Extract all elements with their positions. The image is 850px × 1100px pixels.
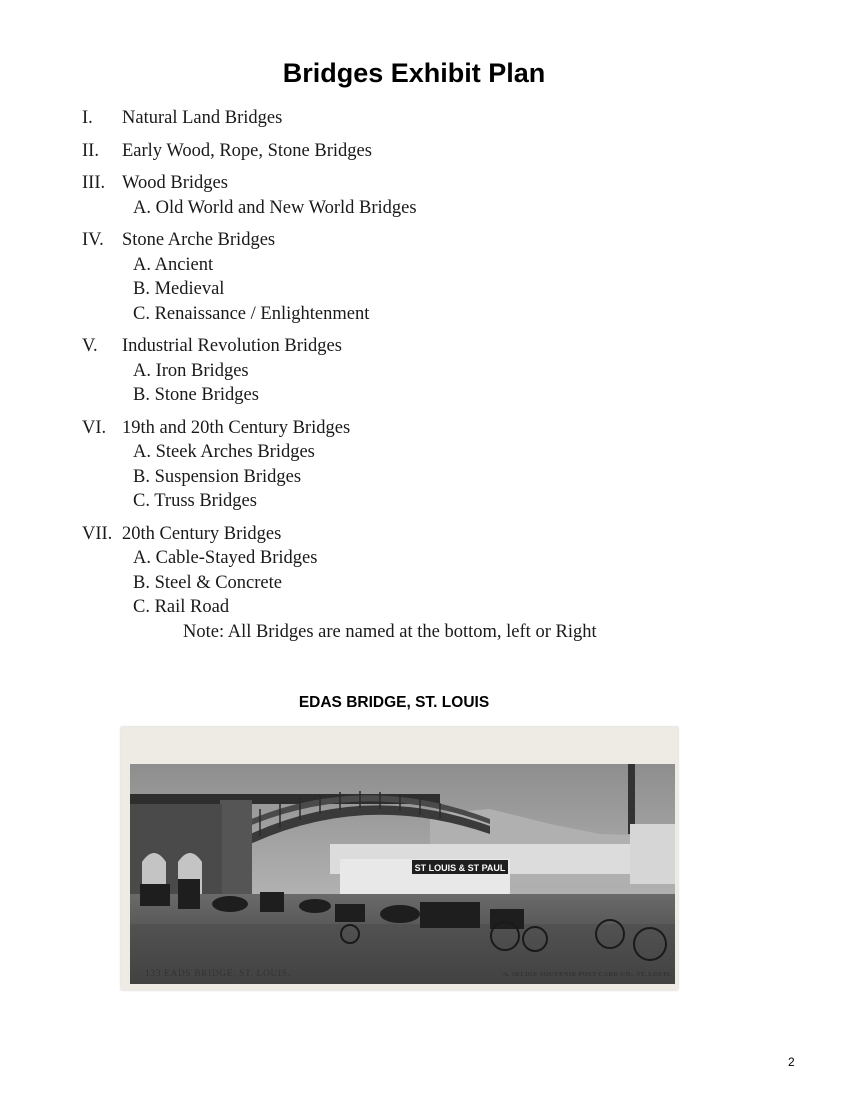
- outline-subitem-label: C. Renaissance / Enlightenment: [133, 303, 370, 324]
- outline-subitem-label: B. Stone Bridges: [133, 385, 259, 405]
- exhibit-outline: [82, 106, 802, 652]
- outline-number: VII.: [82, 523, 113, 544]
- outline-subitem-label: A. Iron Bridges: [133, 360, 249, 381]
- outline-subitem: [82, 383, 802, 408]
- outline-number: I.: [82, 108, 93, 128]
- outline-subitem: [82, 489, 802, 514]
- outline-label: Early Wood, Rope, Stone Bridges: [122, 140, 372, 161]
- outline-section: [82, 171, 802, 220]
- outline-subitem-label: C. Rail Road: [133, 597, 230, 617]
- outline-subitem-label: A. Steek Arches Bridges: [133, 442, 315, 462]
- outline-heading: [82, 106, 802, 131]
- outline-note-row: [82, 620, 802, 645]
- outline-label: Industrial Revolution Bridges: [122, 336, 342, 356]
- outline-heading: [82, 171, 802, 196]
- outline-number: VI.: [82, 417, 107, 438]
- outline-subitem: [82, 440, 802, 465]
- outline-section: [82, 522, 802, 645]
- outline-number: II.: [82, 140, 99, 161]
- outline-label: Natural Land Bridges: [122, 108, 283, 128]
- outline-section: [82, 334, 802, 408]
- outline-label: 20th Century Bridges: [122, 523, 282, 544]
- outline-label: Stone Arche Bridges: [122, 230, 276, 250]
- outline-subitem: [82, 302, 802, 327]
- outline-subitem: [82, 359, 802, 384]
- outline-subitem: [82, 196, 802, 221]
- outline-section: [82, 139, 802, 164]
- outline-section: [82, 106, 802, 131]
- outline-heading: [82, 139, 802, 164]
- outline-subitem-label: A. Ancient: [133, 254, 214, 275]
- outline-subitem: [82, 465, 802, 490]
- postcard-caption-left: 133 EADS BRIDGE, ST. LOUIS.: [145, 969, 291, 979]
- outline-subitem-label: A. Cable-Stayed Bridges: [133, 548, 318, 568]
- outline-heading: [82, 334, 802, 359]
- outline-subitem: [82, 253, 802, 278]
- outline-heading: [82, 416, 802, 441]
- outline-number: IV.: [82, 230, 104, 250]
- eads-bridge-postcard: [121, 727, 678, 990]
- outline-number: III.: [82, 173, 106, 193]
- outline-section: [82, 228, 802, 326]
- postcard-publisher: A. SELIGE SOUVENIR POST CARD CO., ST. LOUIS.: [503, 971, 672, 978]
- image-caption: EDAS BRIDGE, ST. LOUIS: [298, 694, 490, 711]
- page-number: 2: [788, 1055, 795, 1069]
- outline-subitem-label: C. Truss Bridges: [133, 491, 257, 511]
- outline-subitem: [82, 571, 802, 596]
- outline-subitem: [82, 546, 802, 571]
- outline-section: [82, 416, 802, 514]
- outline-heading: [82, 228, 802, 253]
- bridge-photo-drawing: [130, 764, 675, 984]
- boat-sign: ST LOUIS & ST PAUL: [414, 863, 506, 873]
- outline-subitem: [82, 595, 802, 620]
- outline-subitem: [82, 277, 802, 302]
- page-title: Bridges Exhibit Plan: [282, 58, 546, 88]
- outline-number: V.: [82, 336, 98, 356]
- outline-label: Wood Bridges: [122, 173, 228, 193]
- outline-subitem-label: B. Medieval: [133, 279, 225, 299]
- outline-subitem-label: B. Suspension Bridges: [133, 466, 302, 487]
- bridge-photo: [130, 764, 675, 984]
- outline-subitem-label: A. Old World and New World Bridges: [133, 197, 417, 218]
- outline-subitem-label: B. Steel & Concrete: [133, 572, 282, 593]
- outline-label: 19th and 20th Century Bridges: [122, 417, 351, 438]
- outline-heading: [82, 522, 802, 547]
- outline-note: Note: All Bridges are named at the bottom, left or Right: [183, 621, 597, 642]
